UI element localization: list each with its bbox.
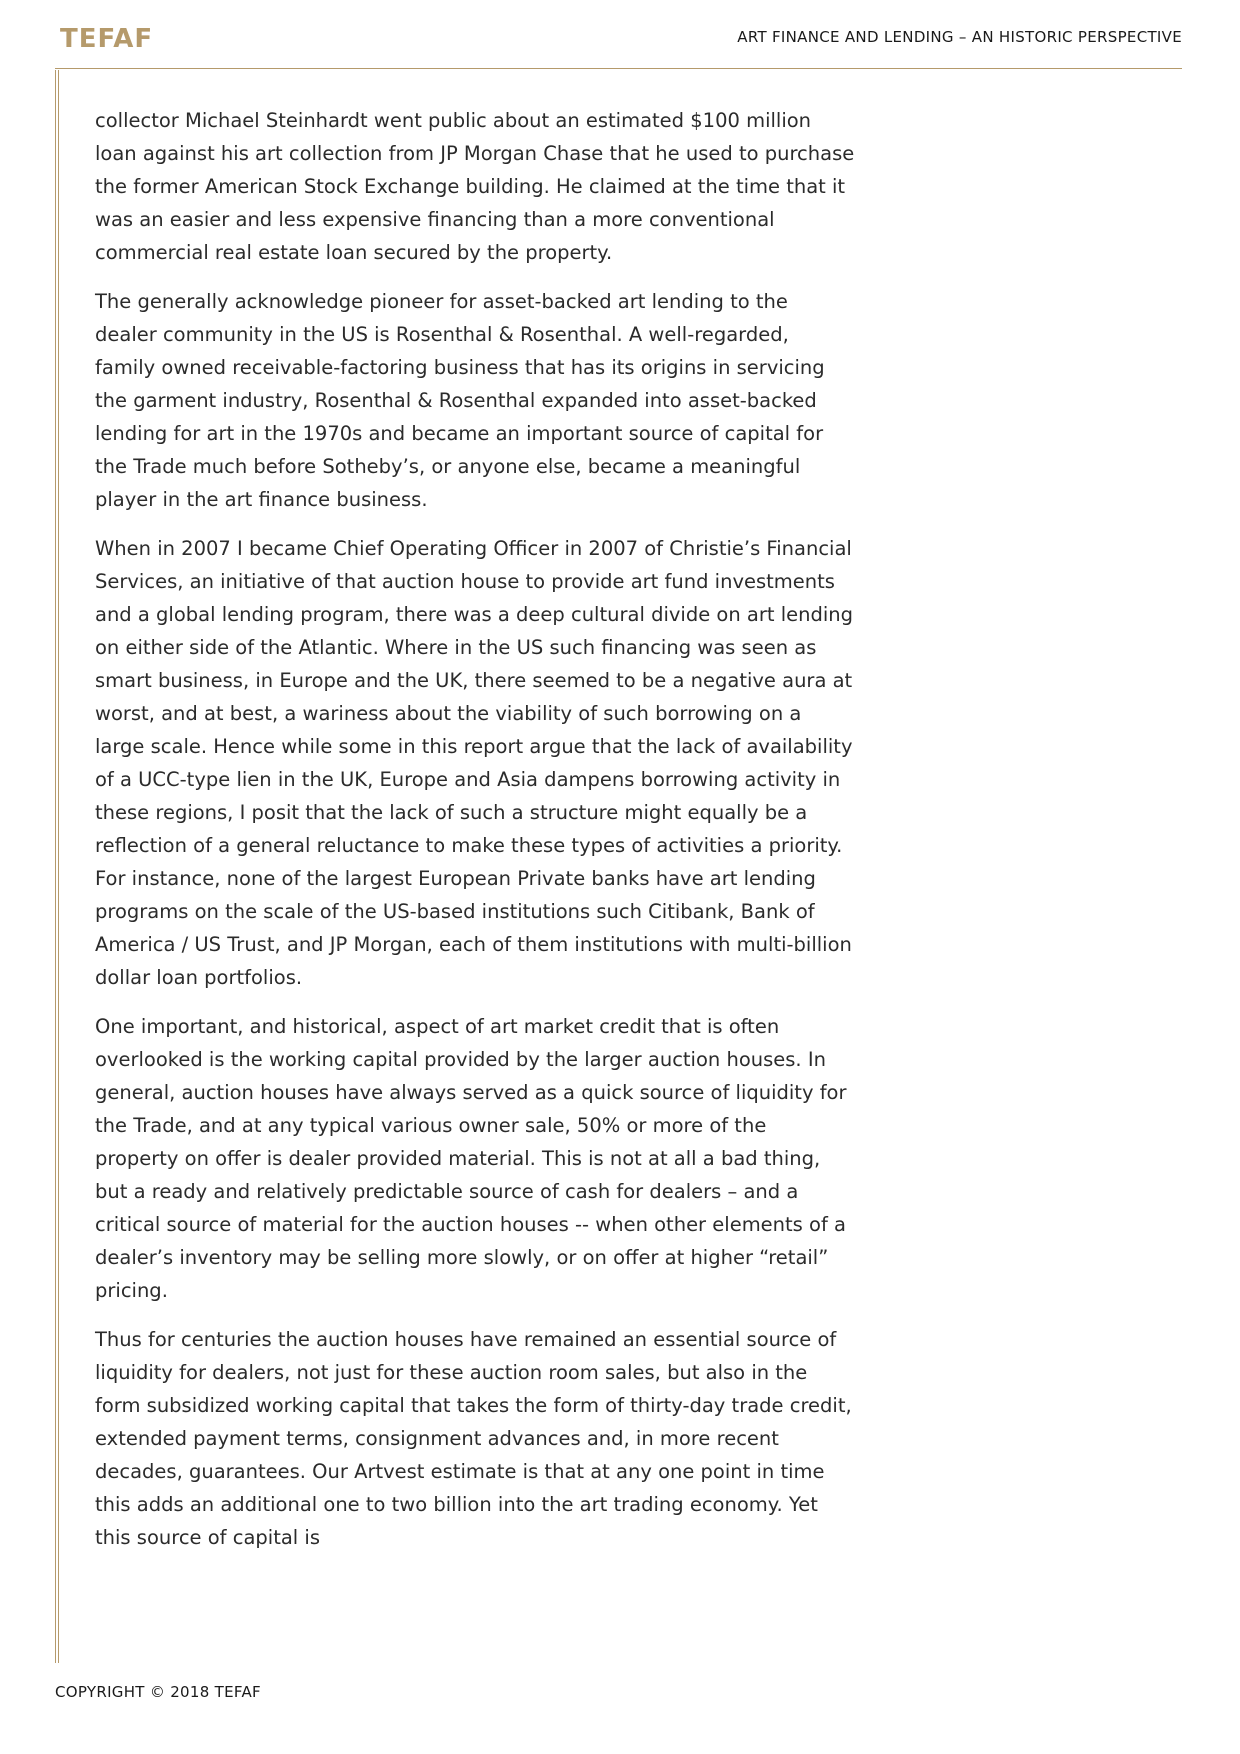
header-divider bbox=[55, 68, 1182, 69]
paragraph: The generally acknowledge pioneer for asset-backed art lending to the dealer community in the US is Rosenthal & Rosenthal. A well-regarded, family owned receivable-factoring business that has its origins in servicing the garment industry, Rosenthal & Rosenthal expanded into asset-backed lending for art in the 1970s and became an important source of capital for the Trade much before Sotheby’s, or anyone else, became a meaningful player in the art finance business. bbox=[95, 290, 825, 511]
running-title: ART FINANCE AND LENDING – AN HISTORIC PERSPECTIVE bbox=[737, 28, 1182, 46]
paragraph: One important, and historical, aspect of art market credit that is often overlooked is the working capital provided by the larger auction houses. In general, auction houses have always served as a quick source of liquidity for the Trade, and at any typical various owner sale, 50% or more of the property on offer is dealer provided material. This is not at all a bad thing, but a ready and relatively predictable source of cash for dealers – and a critical source of material for the auction houses -- when other elements of a dealer’s inventory may be selling more slowly, or on offer at higher “retail” pricing. bbox=[95, 1015, 847, 1302]
tefaf-logo: TEFAF bbox=[60, 24, 154, 54]
copyright-footer: COPYRIGHT © 2018 TEFAF bbox=[55, 1683, 261, 1701]
left-margin-rule bbox=[55, 70, 59, 1663]
paragraph: collector Michael Steinhardt went public about an estimated $100 million loan against his art collection from JP Morgan Chase that he used to purchase the former American Stock Exchange building. He claimed at the time that it was an easier and less expensive financing than a more conventional commercial real estate loan secured by the property. bbox=[95, 109, 855, 264]
article-body bbox=[95, 104, 855, 1570]
paragraph: Thus for centuries the auction houses have remained an essential source of liquidity for dealers, not just for these auction room sales, but also in the form subsidized working capital that takes the form of thirty-day trade credit, extended payment terms, consignment advances and, in more recent decades, guarantees. Our Artvest estimate is that at any one point in time this adds an additional one to two billion into the art trading economy. Yet this source of capital is bbox=[95, 1328, 852, 1549]
paragraph: When in 2007 I became Chief Operating Officer in 2007 of Christie’s Financial Services, an initiative of that auction house to provide art fund investments and a global lending program, there was a deep cultural divide on art lending on either side of the Atlantic. Where in the US such financing was seen as smart business, in Europe and the UK, there seemed to be a negative aura at worst, and at best, a wariness about the viability of such borrowing on a large scale. Hence while some in this report argue that the lack of availability of a UCC-type lien in the UK, Europe and Asia dampens borrowing activity in these regions, I posit that the lack of such a structure might equally be a reflection of a general reluctance to make these types of activities a priority. For instance, none of the largest European Private banks have art lending programs on the scale of the US-based institutions such Citibank, Bank of America / US Trust, and JP Morgan, each of them institutions with multi-billion dollar loan portfolios. bbox=[95, 537, 853, 989]
